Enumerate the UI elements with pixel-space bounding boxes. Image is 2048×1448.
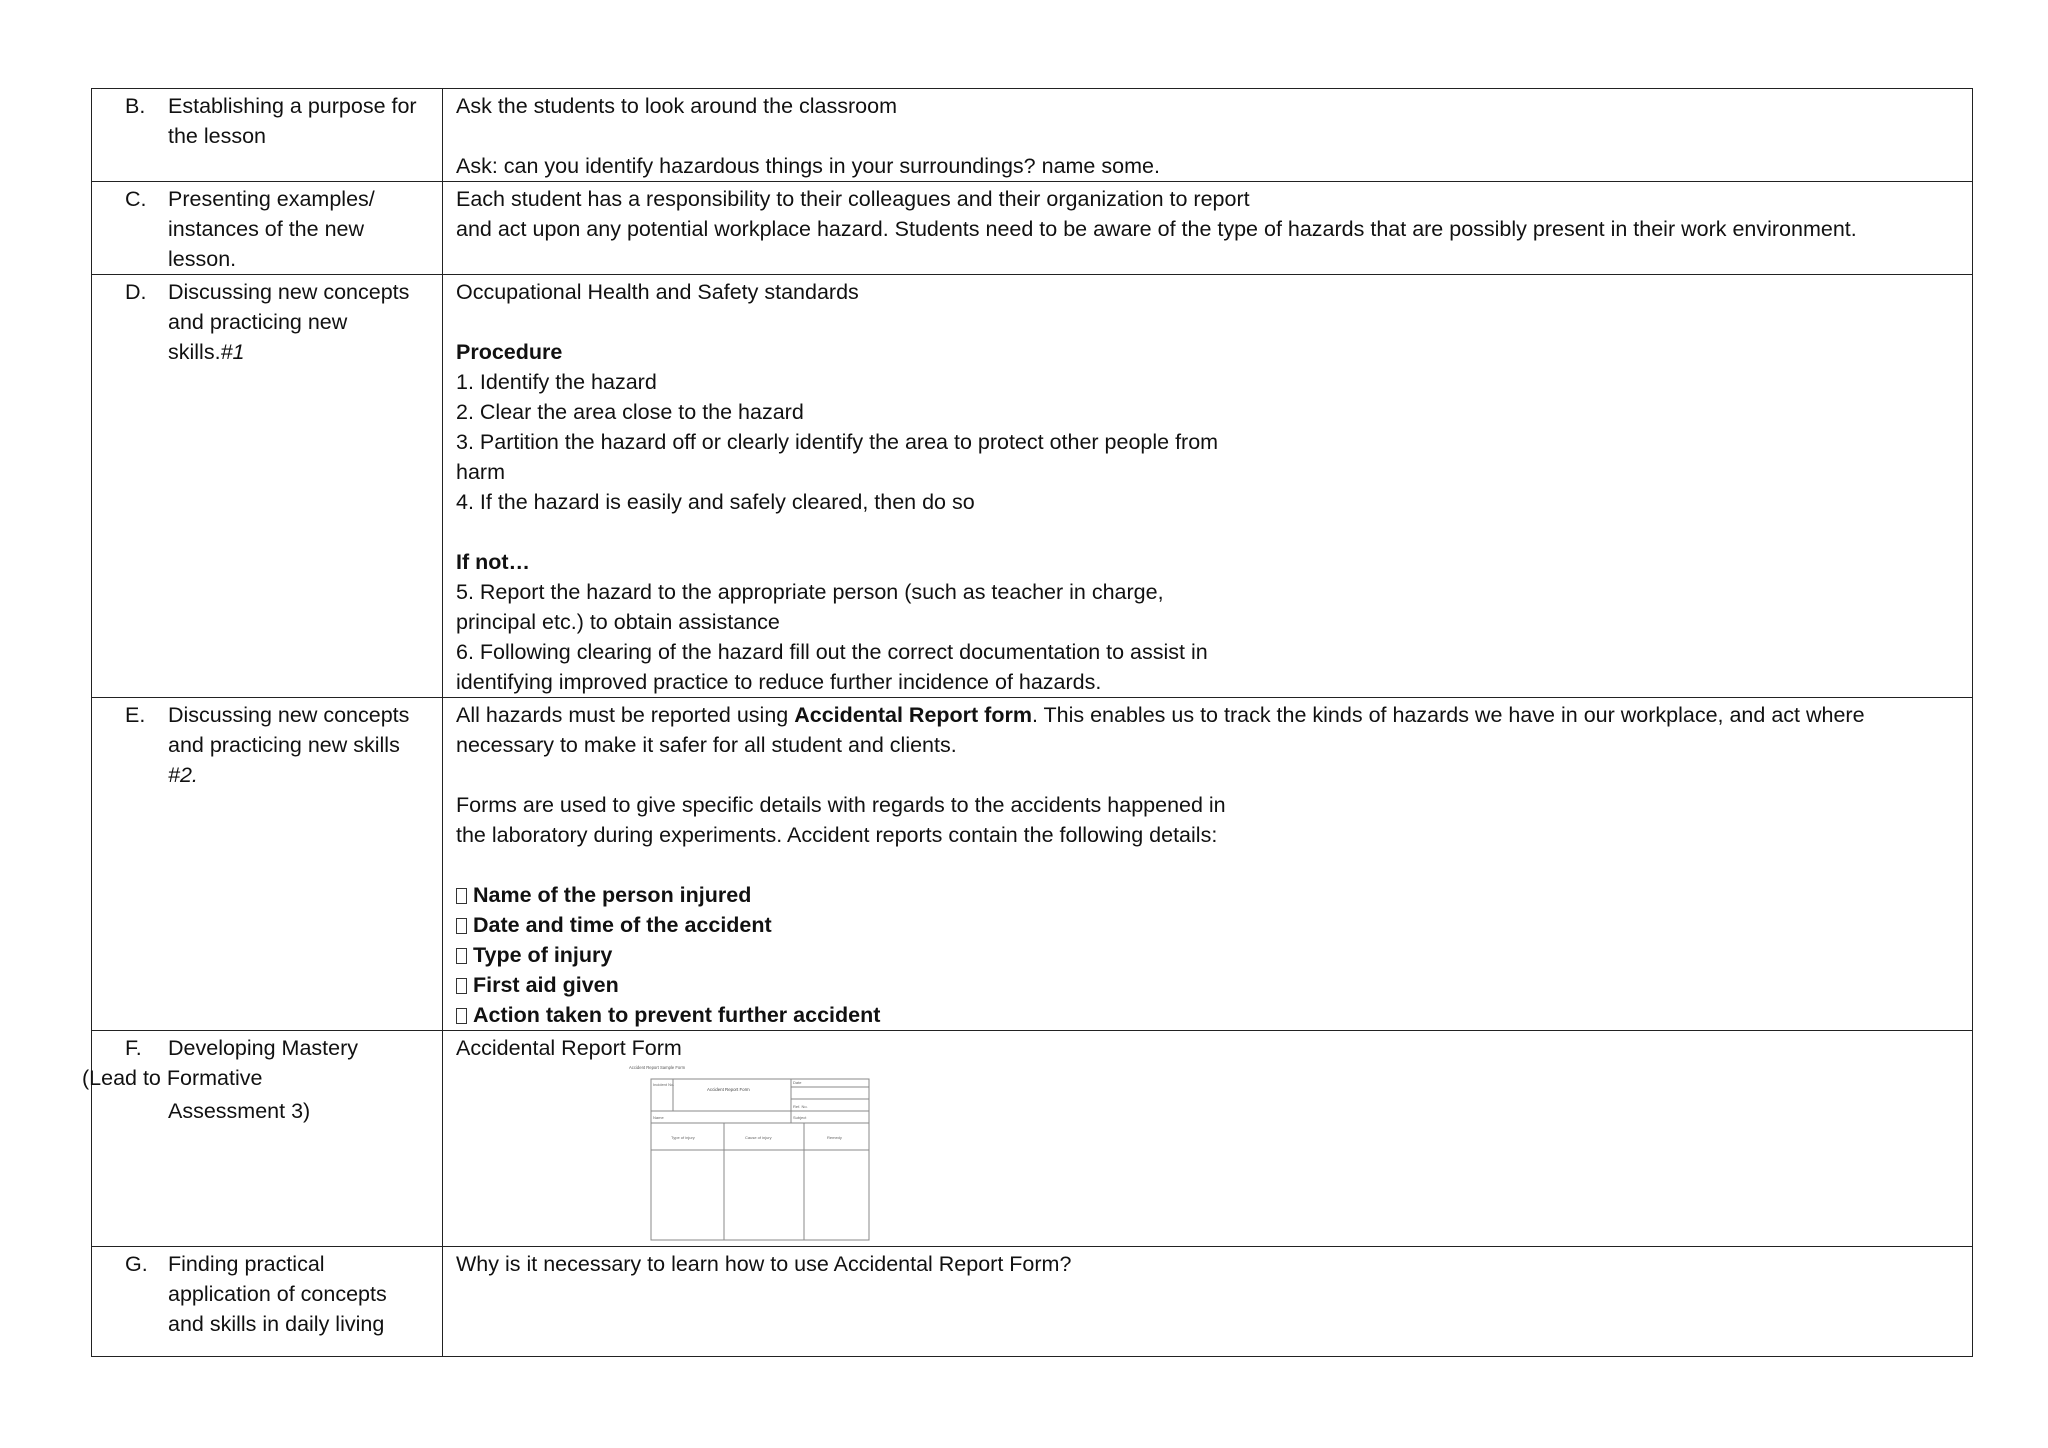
procedure-step: harm <box>456 460 505 484</box>
list-item-text: Name of the person injured <box>473 883 752 907</box>
row-c <box>92 182 1973 275</box>
row-label-line: and skills in daily living <box>168 1312 385 1336</box>
row-label-line: Presenting examples/ <box>168 187 375 211</box>
procedure-step: 4. If the hazard is easily and safely cleared, then do so <box>456 490 975 514</box>
paragraph-text: . This enables us to track the kinds of hazards we have in our workplace, and act where necessary to make it safer for all student and clients. <box>456 703 1865 757</box>
paragraph <box>456 700 1960 760</box>
row-label-line: (Lead to Formative <box>82 1066 263 1090</box>
row-b-content-cell <box>443 89 1973 182</box>
content-line: Why is it necessary to learn how to use Accidental Report Form? <box>456 1252 1072 1276</box>
form-field-incident: Incident No. <box>653 1082 675 1087</box>
content-line: Each student has a responsibility to their colleagues and their organization to report <box>456 187 1250 211</box>
procedure-step: 3. Partition the hazard off or clearly identify the area to protect other people from <box>456 430 1219 454</box>
row-e <box>92 698 1973 1031</box>
row-d-label-cell <box>92 275 443 698</box>
row-g <box>92 1247 1973 1357</box>
bullet-box-icon <box>456 888 467 904</box>
row-d <box>92 275 1973 698</box>
bullet-box-icon <box>456 918 467 934</box>
procedure-step: 6. Following clearing of the hazard fill out the correct documentation to assist in <box>456 640 1208 664</box>
paragraph-line: the laboratory during experiments. Accident reports contain the following details: <box>456 823 1218 847</box>
row-label-number: #2. <box>168 763 198 787</box>
row-label-number: #1 <box>220 340 245 364</box>
lesson-plan-table <box>82 88 1973 1357</box>
accidental-report-form-term: Accidental Report form <box>794 703 1032 727</box>
row-g-label-cell <box>92 1247 443 1357</box>
list-item <box>456 880 1960 910</box>
row-f-content-cell <box>443 1031 1973 1247</box>
list-item <box>456 970 1960 1000</box>
form-col-remedy: Remedy <box>827 1135 842 1140</box>
list-item <box>456 1000 1960 1030</box>
row-b-label-cell <box>92 89 443 182</box>
list-item-text: Type of injury <box>473 943 613 967</box>
row-letter: B. <box>125 94 146 118</box>
bullet-box-icon <box>456 1008 467 1024</box>
row-c-content-cell <box>443 182 1973 275</box>
row-label-line: Assessment 3) <box>168 1099 311 1123</box>
row-label-line: instances of the new <box>168 217 365 241</box>
procedure-step: identifying improved practice to reduce further incidence of hazards. <box>456 670 1102 694</box>
content-line: Ask the students to look around the classroom <box>456 94 897 118</box>
form-caption: Accident Report Sample Form <box>629 1065 686 1070</box>
row-c-label-cell <box>92 182 443 275</box>
row-label-line: Developing Mastery <box>168 1036 359 1060</box>
row-letter: G. <box>125 1252 148 1276</box>
row-letter: C. <box>125 187 147 211</box>
form-field-ref: Ref. No. <box>793 1104 808 1109</box>
procedure-step: 1. Identify the hazard <box>456 370 657 394</box>
list-item <box>456 910 1960 940</box>
row-g-content-cell <box>443 1247 1973 1357</box>
bullet-box-icon <box>456 948 467 964</box>
row-letter: E. <box>125 703 146 727</box>
row-label-line: application of concepts <box>168 1282 387 1306</box>
row-e-content-cell <box>443 698 1973 1031</box>
row-letter: D. <box>125 280 147 304</box>
row-label-line: Discussing new concepts <box>168 280 410 304</box>
list-item-text: Action taken to prevent further accident <box>473 1003 881 1027</box>
list-item-text: First aid given <box>473 973 619 997</box>
row-d-content-cell <box>443 275 1973 698</box>
row-label-line: Establishing a purpose for <box>168 94 417 118</box>
row-letter: F. <box>125 1036 142 1060</box>
form-field-subject: Subject <box>793 1115 807 1120</box>
row-f-label-cell <box>82 1031 443 1247</box>
procedure-step: 2. Clear the area close to the hazard <box>456 400 804 424</box>
accident-report-form-image <box>629 1063 879 1243</box>
bullet-box-icon <box>456 978 467 994</box>
row-label-line: Discussing new concepts <box>168 703 410 727</box>
form-header-title: Accident Report Form <box>707 1087 750 1092</box>
procedure-heading: Procedure <box>456 340 563 364</box>
row-f <box>92 1031 1973 1247</box>
row-label-line: the lesson <box>168 124 267 148</box>
content-line: Ask: can you identify hazardous things in your surroundings? name some. <box>456 154 1160 178</box>
list-item <box>456 940 1960 970</box>
row-label-line: lesson. <box>168 247 237 271</box>
procedure-step: 5. Report the hazard to the appropriate person (such as teacher in charge, <box>456 580 1164 604</box>
row-e-label-cell <box>92 698 443 1031</box>
row-label-line: and practicing new skills <box>168 733 400 757</box>
if-not-heading: If not… <box>456 550 531 574</box>
row-label-line: Finding practical <box>168 1252 325 1276</box>
paragraph-text: All hazards must be reported using <box>456 703 795 727</box>
list-item-text: Date and time of the accident <box>473 913 772 937</box>
row-label-line: and practicing new <box>168 310 348 334</box>
section-title: Occupational Health and Safety standards <box>456 280 859 304</box>
form-field-date: Date <box>793 1080 802 1085</box>
paragraph-line: Forms are used to give specific details with regards to the accidents happened in <box>456 793 1226 817</box>
procedure-step: principal etc.) to obtain assistance <box>456 610 780 634</box>
form-field-name: Name <box>653 1115 664 1120</box>
row-label-line: skills. <box>168 340 221 364</box>
content-line: and act upon any potential workplace hazard. Students need to be aware of the type of hazards that are possibly present in their work environment. <box>456 217 1857 241</box>
section-title: Accidental Report Form <box>456 1036 682 1060</box>
row-b <box>92 89 1973 182</box>
form-col-type: Type of injury <box>671 1135 695 1140</box>
form-col-cause: Cause of injury <box>745 1135 772 1140</box>
